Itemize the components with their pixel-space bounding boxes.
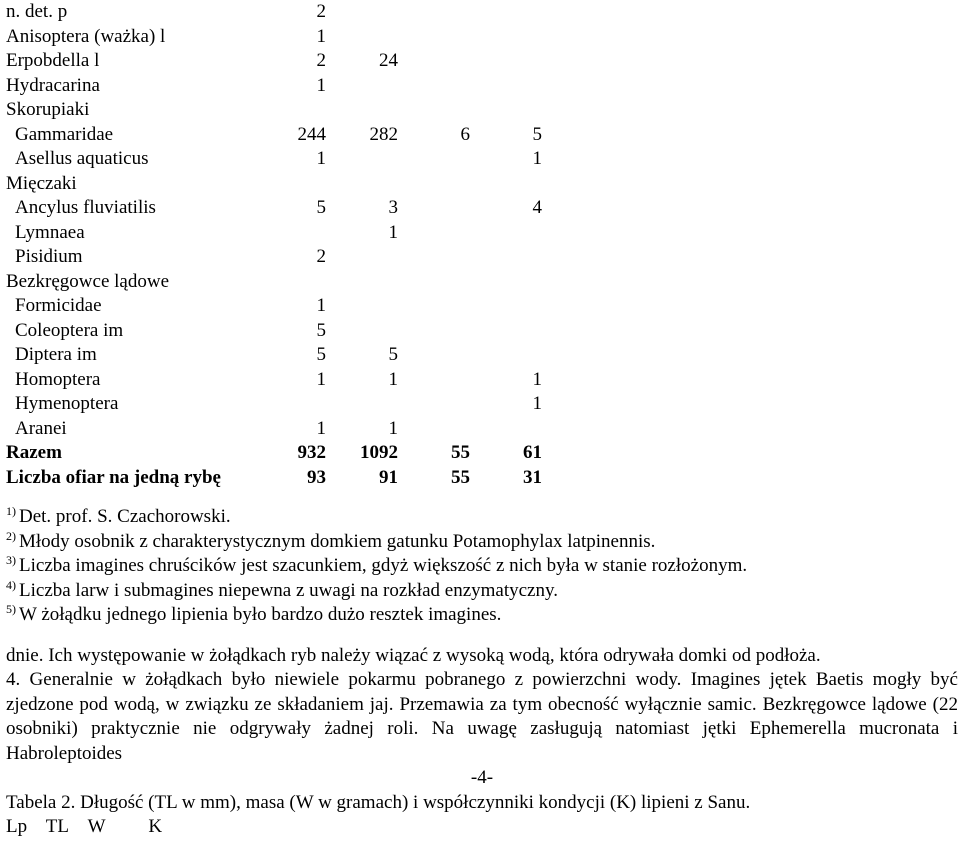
count-cell: 5 [316, 319, 326, 341]
taxon-name: Skorupiaki [6, 99, 90, 120]
count-cell: 1 [316, 148, 326, 169]
taxon-name: n. det. p [6, 1, 68, 22]
taxon-name: Liczba ofiar na jedną rybę [6, 466, 221, 488]
count-cell: 1 [388, 368, 398, 390]
footnote [6, 505, 956, 530]
footnote [6, 530, 956, 555]
footnote-text: W żołądku jednego lipienia było bardzo dużo resztek imagines. [19, 604, 502, 625]
body-paragraph-4: 4. Generalnie w żołądkach było niewiele pokarmu pobranego z powierzchni wody. Imagines jętek Baetis mogły być zjedzone pod wodą, w związku ze składaniem jaj. Przemawia za tym obecność wyłącznie samic. Bezkręgowce lądowe (22 osobniki) praktycznie nie odgrywały żadnej roli. Na uwagę zasługują natomiast jętki Ephemerella mucronata i Habroleptoides [6, 669, 958, 764]
table-total-row [6, 441, 956, 466]
taxon-name: Ancylus fluviatilis [15, 197, 156, 218]
count-cell: 1 [316, 368, 326, 390]
table-2-header-w: W [87, 816, 106, 837]
taxon-name: Hymenoptera [15, 393, 119, 414]
table-2-header-k: K [148, 816, 163, 837]
body-text [6, 644, 958, 840]
taxon-name: Aranei [15, 417, 67, 439]
taxon-name: Formicidae [15, 295, 102, 316]
footnote-text: Liczba larw i submagines niepewna z uwagi na rozkład enzymatyczny. [19, 579, 558, 601]
footnote-text: Młody osobnik z charakterystycznym domkiem gatunku Potamophylax latpinennis. [19, 530, 656, 552]
count-cell: 932 [297, 442, 326, 463]
body-line-1: dnie. Ich występowanie w żołądkach ryb należy wiązać z wysoką wodą, która odrywała domki od podłoża. [6, 644, 821, 666]
taxon-name: Gammaridae [15, 123, 114, 145]
footnote-text: Liczba imagines chruścików jest szacunkiem, gdyż większość z nich była w stanie rozłożonym. [19, 555, 748, 576]
count-cell: 31 [523, 466, 542, 488]
footnote-mark: 3) [6, 553, 16, 567]
count-cell: 4 [532, 197, 542, 218]
taxon-name: Anisoptera (ważka) l [6, 25, 166, 47]
table-row [6, 0, 956, 25]
table-total-row [6, 466, 956, 491]
table-row [6, 294, 956, 319]
footnote-text: Det. prof. S. Czachorowski. [19, 506, 231, 527]
footnote-mark: 2) [6, 528, 16, 543]
count-cell: 1 [532, 368, 542, 390]
count-cell: 2 [316, 1, 326, 22]
count-cell: 1 [388, 417, 398, 439]
footnote [6, 579, 956, 604]
count-cell: 24 [379, 50, 398, 71]
footnote-mark: 5) [6, 602, 16, 616]
table-row [6, 343, 956, 368]
taxon-name: Asellus aquaticus [15, 148, 149, 169]
footnote [6, 554, 956, 579]
taxon-name: Coleoptera im [15, 319, 124, 341]
table-2-caption: Tabela 2. Długość (TL w mm), masa (W w gramach) i współczynniki kondycji (K) lipieni z Sanu. [6, 791, 751, 813]
count-cell: 61 [523, 442, 542, 463]
taxon-name: Bezkręgowce lądowe [6, 270, 170, 292]
count-cell: 6 [460, 123, 470, 145]
table-row [6, 172, 956, 197]
count-cell: 5 [388, 344, 398, 365]
count-cell: 1 [388, 221, 398, 243]
table-row [6, 123, 956, 148]
count-cell: 93 [307, 466, 326, 488]
footnote-mark: 4) [6, 577, 16, 592]
count-cell: 5 [532, 123, 542, 145]
count-cell: 55 [451, 466, 470, 488]
table-row [6, 196, 956, 221]
table-row [6, 74, 956, 99]
taxon-name: Mięczaki [6, 172, 77, 194]
count-cell: 1 [532, 393, 542, 414]
table-2-header-row [6, 815, 958, 840]
count-cell: 244 [297, 123, 326, 145]
taxon-name: Pisidium [15, 246, 83, 267]
document-page [6, 0, 956, 840]
count-cell: 5 [316, 344, 326, 365]
count-cell: 55 [451, 442, 470, 463]
taxon-name: Lymnaea [15, 221, 85, 243]
count-cell: 5 [316, 197, 326, 218]
count-cell: 1 [316, 417, 326, 439]
count-cell: 1 [532, 148, 542, 169]
table-2-header-lp: Lp [6, 816, 28, 837]
table-row [6, 392, 956, 417]
count-cell: 3 [388, 197, 398, 218]
footnote-mark: 1) [6, 504, 16, 518]
taxon-name: Homoptera [15, 368, 101, 390]
table-row [6, 417, 956, 442]
count-cell: 1 [316, 295, 326, 316]
table-2-header-tl: TL [45, 816, 69, 837]
footnote [6, 603, 956, 628]
page-number: -4- [470, 767, 494, 788]
footnotes [6, 505, 956, 628]
table-row [6, 245, 956, 270]
table-row [6, 147, 956, 172]
table-row [6, 221, 956, 246]
taxon-name: Razem [6, 442, 62, 463]
diet-composition-table [6, 0, 956, 490]
table-row [6, 368, 956, 393]
table-row [6, 49, 956, 74]
table-row [6, 319, 956, 344]
count-cell: 91 [379, 466, 398, 488]
taxon-name: Diptera im [15, 344, 97, 365]
table-row [6, 98, 956, 123]
count-cell: 2 [316, 50, 326, 71]
count-cell: 1 [316, 74, 326, 96]
count-cell: 282 [369, 123, 398, 145]
table-row [6, 270, 956, 295]
count-cell: 2 [316, 246, 326, 267]
count-cell: 1092 [360, 442, 398, 463]
taxon-name: Hydracarina [6, 74, 100, 96]
table-row [6, 25, 956, 50]
taxon-name: Erpobdella l [6, 50, 100, 71]
count-cell: 1 [316, 25, 326, 47]
